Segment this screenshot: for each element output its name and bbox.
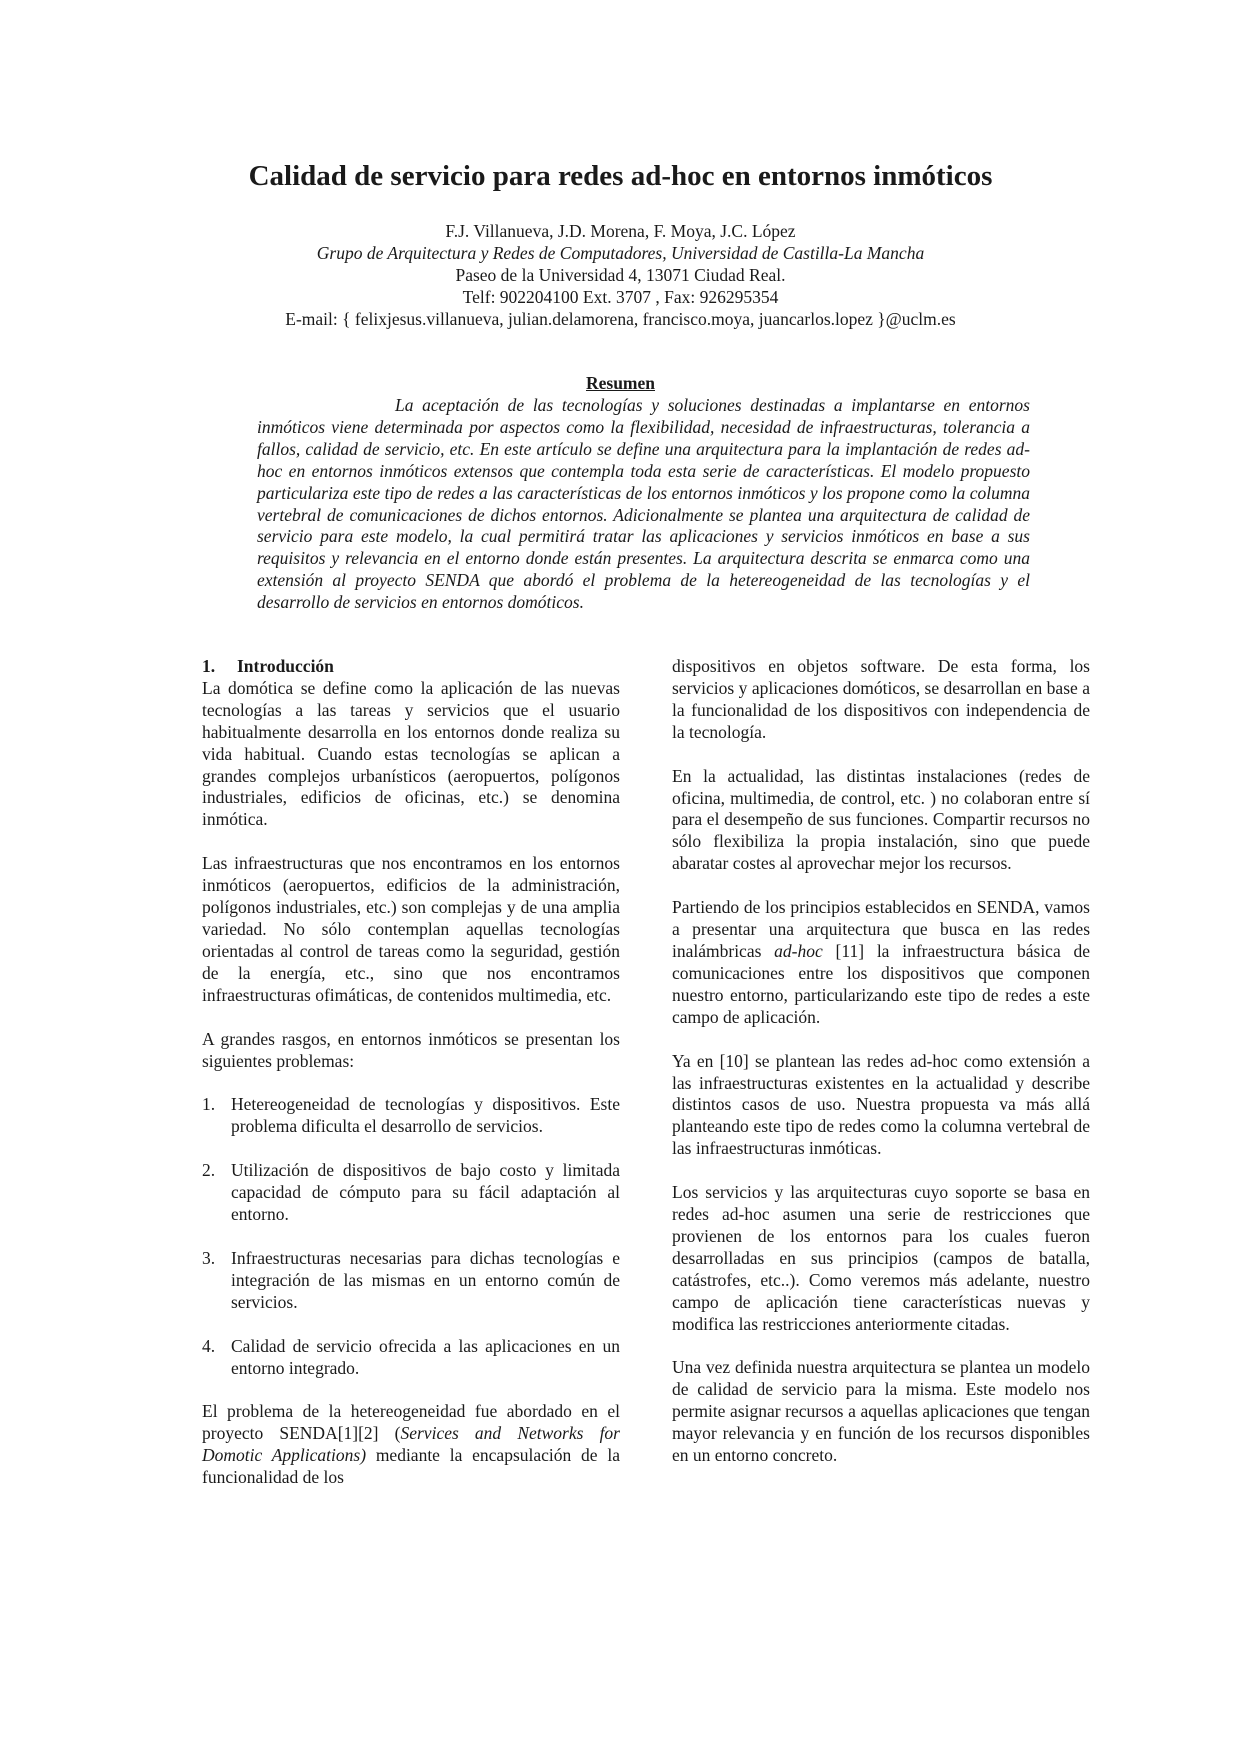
list-text: Hetereogeneidad de tecnologías y dispositivos. Este problema dificulta el desarrollo de servicios.: [231, 1094, 620, 1137]
list-number: 2.: [202, 1160, 216, 1181]
phone-fax: Telf: 902204100 Ext. 3707 , Fax: 926295354: [462, 287, 779, 307]
list-text: Infraestructuras necesarias para dichas tecnologías e integración de las mismas en un entorno común de servicios.: [231, 1247, 620, 1312]
section-title: Introducción: [237, 656, 334, 676]
paragraph: A grandes rasgos, en entornos inmóticos se presentan los siguientes problemas:: [202, 1028, 620, 1071]
text-run: [11] la infraestructura básica de comunicaciones entre los dispositivos que componen nuestro entorno, particularizando este tipo de redes a este campo de aplicación.: [672, 940, 1090, 1027]
section-heading: [202, 656, 620, 678]
list-item: [202, 1094, 620, 1138]
abstract-content: La aceptación de las tecnologías y soluciones destinadas a implantarse en entornos inmóticos viene determinada por aspectos como la flexibilidad, necesidad de infraestructuras, tolerancia a fallos, calidad de servicio, etc. En este artículo se define una arquitectura para la implantación de redes ad-hoc en entornos inmóticos extensos que contempla toda esta serie de características. El modelo propuesto particulariza este tipo de redes a las características de los entornos inmóticos y los propone como la columna vertebral de comunicaciones de dichos entornos. Adicionalmente se plantea una arquitectura de calidad de servicio para este modelo, la cual permitirá tratar las aplicaciones y servicios inmóticos en base a sus requisitos y relevancia en el entorno donde están presentes. La arquitectura descrita se enmarca como una extensión al proyecto SENDA que abordó el problema de la hetereogeneidad de las tecnologías y el desarrollo de servicios en entornos domóticos.: [257, 395, 1030, 613]
list-item: [202, 1160, 620, 1226]
paragraph: Los servicios y las arquitecturas cuyo soporte se basa en redes ad-hoc asumen una serie de restricciones que provienen de los entornos para los cuales fueron desarrolladas en sus principios (campos de batalla, catástrofes, etc..). Como veremos más adelante, nuestro campo de aplicación tiene características nuevas y modifica las restricciones anteriormente citadas.: [672, 1182, 1090, 1334]
text-run: El problema de la hetereogeneidad fue abordado en el proyecto SENDA[1][2] (: [202, 1401, 620, 1444]
paragraph: La domótica se define como la aplicación de las nuevas tecnologías a las tareas y servicios que el usuario habitualmente desarrolla en los entornos donde realiza su vida habitual. Cuando estas tecnologías se aplican a grandes complejos urbanísticos (aeropuertos, polígonos industriales, edificios de oficinas, etc.) se denomina inmótica.: [202, 677, 620, 830]
list-text: Utilización de dispositivos de bajo costo y limitada capacidad de cómputo para su fácil adaptación al entorno.: [231, 1160, 620, 1225]
paragraph: En la actualidad, las distintas instalaciones (redes de oficina, multimedia, de control, etc. ) no colaboran entre sí para el desempeño de sus funciones. Compartir recursos no sólo flexibiliza la propia instalación, sino que puede abaratar costes al aprovechar mejor los recursos.: [672, 765, 1090, 874]
author-names: F.J. Villanueva, J.D. Morena, F. Moya, J.C. López: [445, 221, 796, 241]
address: Paseo de la Universidad 4, 13071 Ciudad Real.: [455, 265, 786, 285]
list-text: Calidad de servicio ofrecida a las aplicaciones en un entorno integrado.: [231, 1335, 620, 1378]
paragraph: dispositivos en objetos software. De esta forma, los servicios y aplicaciones domóticos, se desarrollan en base a la funcionalidad de los dispositivos con independencia de la tecnología.: [672, 656, 1090, 742]
paragraph: [202, 1401, 620, 1489]
paper-title: Calidad de servicio para redes ad-hoc en entornos inmóticos: [248, 160, 993, 192]
section-number: 1.: [202, 656, 216, 676]
abstract-heading: Resumen: [585, 373, 656, 393]
abstract-text: [257, 395, 1030, 614]
list-number: 4.: [202, 1335, 216, 1356]
paragraph: Las infraestructuras que nos encontramos en los entornos inmóticos (aeropuertos, edificios de la administración, polígonos industriales, etc.) son complejas y de una amplia variedad. No sólo contemplan aquellas tecnologías orientadas al control de tareas como la seguridad, gestión de la energía, etc., sino que nos encontramos infraestructuras ofimáticas, de contenidos multimedia, etc.: [202, 853, 620, 1005]
text-run: Partiendo de los principios establecidos en SENDA, vamos a presentar una arquitectura que busca en las redes inalámbricas: [672, 897, 1090, 961]
list-item: [202, 1248, 620, 1314]
paragraph: [672, 897, 1090, 1028]
text-run: mediante la encapsulación de la funcionalidad de los: [202, 1445, 620, 1488]
right-column: [672, 656, 1090, 1489]
list-item: [202, 1336, 620, 1380]
email: E-mail: { felixjesus.villanueva, julian.delamorena, francisco.moya, juancarlos.lopez }@uclm.es: [285, 309, 956, 329]
paragraph: Una vez definida nuestra arquitectura se plantea un modelo de calidad de servicio para la misma. Este modelo nos permite asignar recursos a aquellas aplicaciones que tengan mayor relevancia y en función de los recursos disponibles en un entorno concreto.: [672, 1357, 1090, 1466]
left-column: [202, 656, 620, 1511]
problem-list: [202, 1094, 620, 1379]
paragraph: Ya en [10] se plantean las redes ad-hoc como extensión a las infraestructuras existentes en la actualidad y describe distintos casos de uso. Nuestra propuesta va más allá planteando este tipo de redes como la columna vertebral de las infraestructuras inmóticas.: [672, 1050, 1090, 1159]
italic-run: ad-hoc: [774, 940, 823, 961]
affiliation: Grupo de Arquitectura y Redes de Computadores, Universidad de Castilla-La Mancha: [316, 243, 925, 263]
list-number: 3.: [202, 1247, 216, 1268]
author-block: [0, 220, 1241, 330]
italic-run: Services and Networks for Domotic Applications): [202, 1423, 620, 1466]
list-number: 1.: [202, 1094, 216, 1115]
